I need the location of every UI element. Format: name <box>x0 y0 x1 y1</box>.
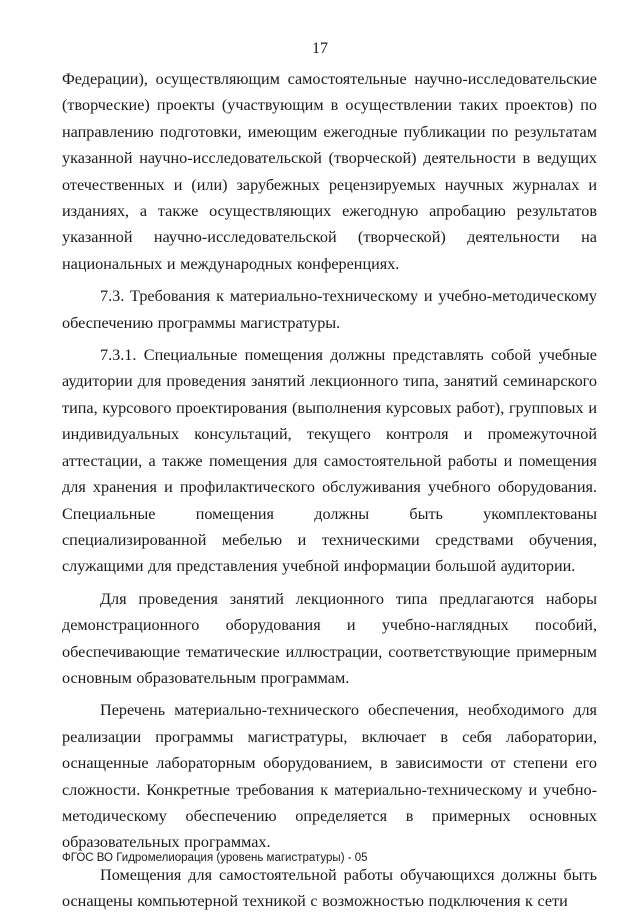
paragraph-material-list: Перечень материально-технического обеспечения, необходимого для реализации программы магистратуры, включает в себя лаборатории, оснащенные лабораторным оборудованием, в зависимости от степени его сложности. Конкретные требования к материально-техническому и учебно-методическому обеспечению определяется в примерных основных образовательных программах. <box>62 701 597 852</box>
document-body <box>62 66 597 915</box>
paragraph-continuation: Федерации), осуществляющим самостоятельные научно-исследовательские (творческие) проекты (участвующим в осуществлении таких проектов) по направлению подготовки, имеющим ежегодные публикации по результатам указанной научно-исследовательской (творческой) деятельности в ведущих отечественных и (или) зарубежных рецензируемых научных журналах и изданиях, а также осуществляющих ежегодную апробацию результатов указанной научно-исследовательской (творческой) деятельности на национальных и международных конференциях. <box>62 70 597 273</box>
page-number: 17 <box>312 40 328 57</box>
section-heading-7-3: 7.3. Требования к материально-техническому и учебно-методическому обеспечению программы магистратуры. <box>62 287 597 332</box>
paragraph-lecture-equipment: Для проведения занятий лекционного типа предлагаются наборы демонстрационного оборудования и учебно-наглядных пособий, обеспечивающие тематические иллюстрации, соответствующие примерным основным образовательным программам. <box>62 589 597 687</box>
paragraph-7-3-1: 7.3.1. Специальные помещения должны представлять собой учебные аудитории для проведения занятий лекционного типа, занятий семинарского типа, курсового проектирования (выполнения курсовых работ), групповых и индивидуальных консультаций, текущего контроля и промежуточной аттестации, а также помещения для самостоятельной работы и помещения для хранения и профилактического обслуживания учебного оборудования. Специальные помещения должны быть укомплектованы специализированной мебелью и техническими средствами обучения, служащими для представления учебной информации большой аудитории. <box>62 346 597 576</box>
page-footer: ФГОС ВО Гидромелиорация (уровень магистратуры) - 05 <box>62 852 368 864</box>
paragraph-self-study-rooms: Помещения для самостоятельной работы обучающихся должны быть оснащены компьютерной техникой с возможностью подключения к сети <box>62 865 597 911</box>
